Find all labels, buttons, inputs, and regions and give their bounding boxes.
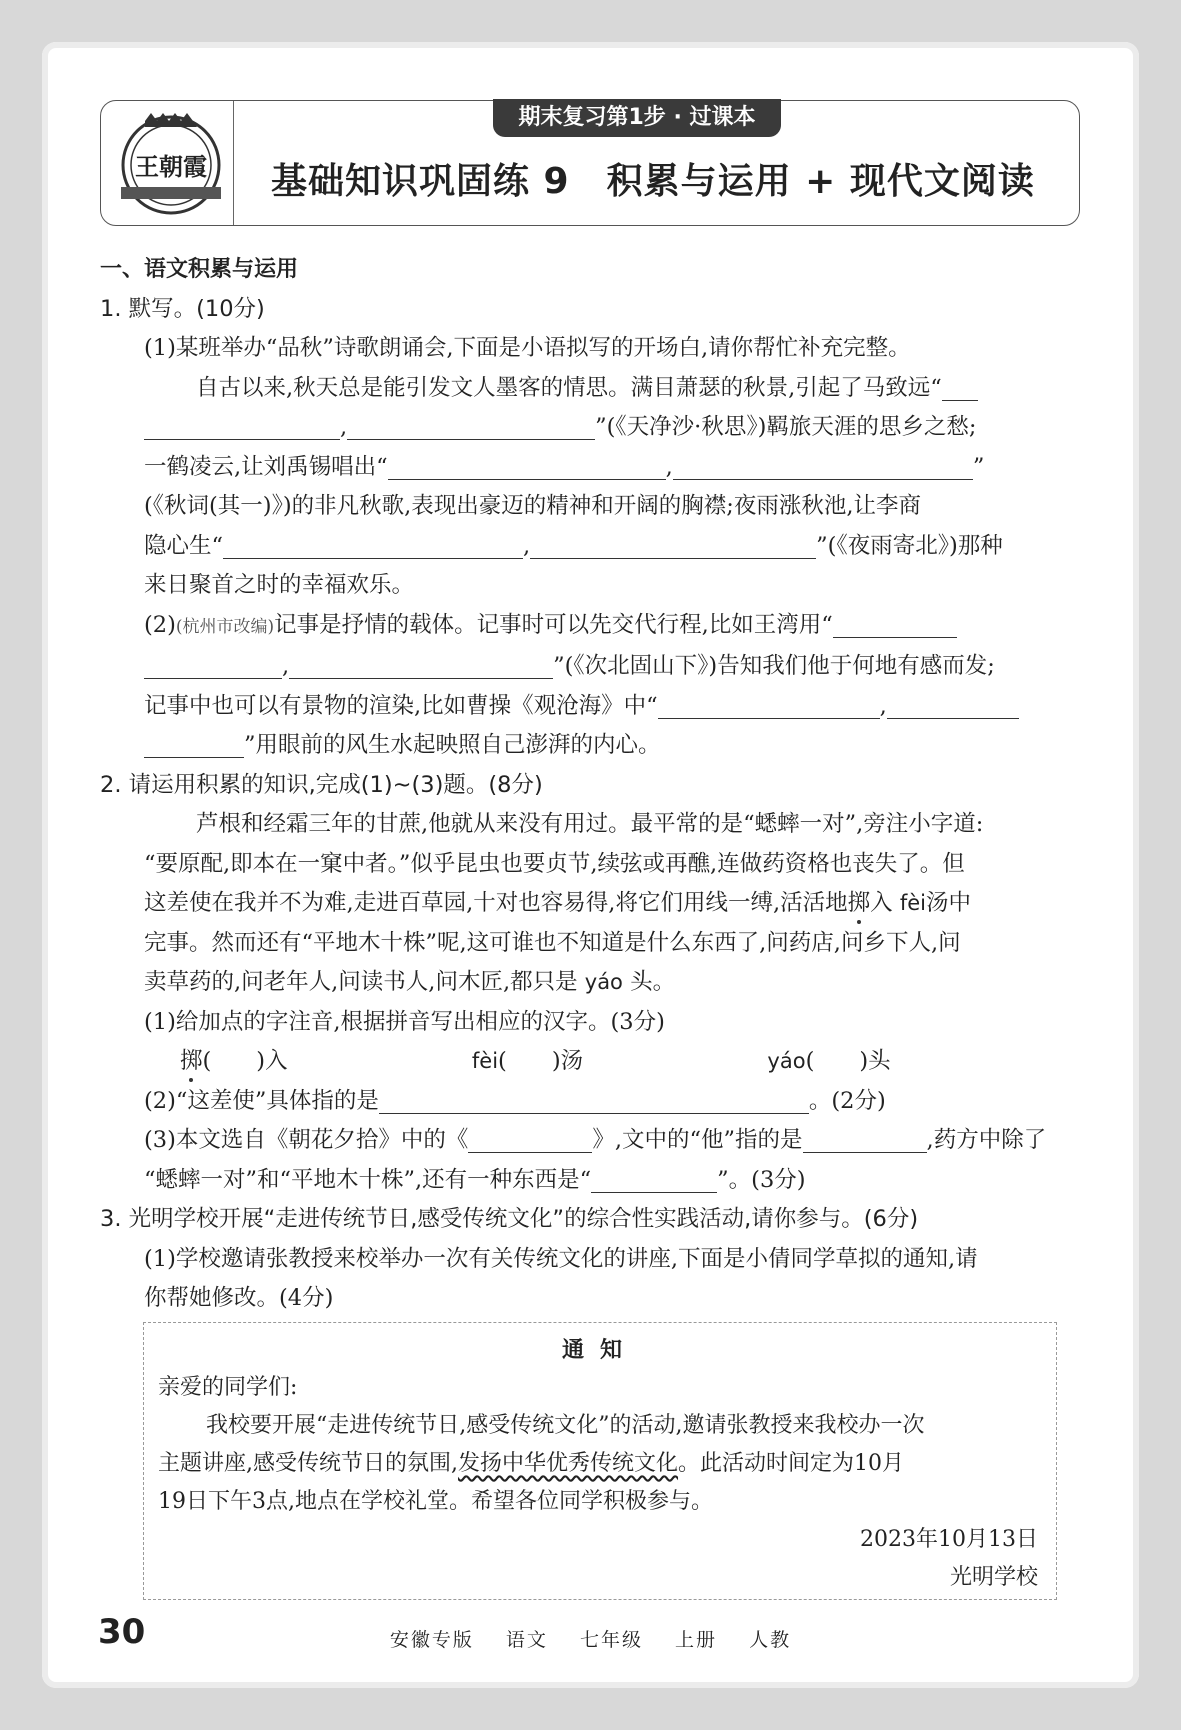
pinyin: fèi	[899, 891, 926, 915]
wavy-underlined-text: 发扬中华优秀传统文化	[458, 1451, 679, 1476]
answer-blank[interactable]	[530, 532, 816, 559]
passage-line	[100, 884, 1080, 924]
footer	[0, 1625, 1181, 1652]
text: ,	[879, 692, 887, 719]
text: ,药方中除了	[926, 1127, 1047, 1153]
text: 汤中	[925, 890, 971, 916]
q1-line	[100, 647, 1080, 687]
q1-line	[100, 448, 1080, 488]
answer-blank[interactable]	[591, 1166, 717, 1193]
q1-line: (《秋词(其一)》)的非凡秋歌,表现出豪迈的精神和开阔的胸襟;夜雨涨秋池,让李商	[144, 493, 921, 519]
text: ”(《次北固山下》)告知我们他于何地有感而发;	[553, 653, 995, 679]
text: “蟋蟀一对”和“平地木十株”,还有一种东西是“	[144, 1166, 592, 1193]
text: 隐心生“	[144, 532, 224, 559]
q3-sub1: 你帮她修改。(4分)	[144, 1285, 334, 1311]
q1-line	[100, 527, 1080, 567]
passage-line: 芦根和经霜三年的甘蔗,他就从来没有用过。最平常的是“蟋蟀一对”,旁注小字道:	[196, 811, 984, 837]
q1-part1: (1)某班举办“品秋”诗歌朗诵会,下面是小语拟写的开场白,请你帮忙补充完整。	[144, 335, 911, 361]
notice-body: 19日下午3点,地点在学校礼堂。希望各位同学积极参与。	[158, 1489, 713, 1514]
pinyin: yáo	[767, 1049, 806, 1073]
text: 卖草药的,问老年人,问读书人,问木匠,都只是	[144, 969, 578, 995]
text: 记事是抒情的载体。记事时可以先交代行程,比如王湾用“	[274, 611, 833, 638]
text: 主题讲座,感受传统节日的氛围,	[158, 1451, 458, 1476]
dotted-char: 掷	[180, 1048, 203, 1074]
text: (2)“这差使”具体指的是	[144, 1087, 379, 1114]
text: 。(2分)	[808, 1087, 886, 1114]
answer-blank[interactable]	[289, 652, 553, 679]
footer-item: 七年级	[579, 1629, 643, 1651]
notice-title: 通知	[561, 1337, 638, 1363]
text: ,	[282, 653, 290, 679]
main-content	[100, 250, 1080, 1319]
q1-part2	[100, 606, 1080, 648]
text: 一鹤凌云,让刘禹锡唱出“	[144, 453, 388, 480]
notice-box	[143, 1322, 1057, 1600]
answer-blank[interactable]	[658, 692, 880, 719]
text: ”。(3分)	[717, 1166, 806, 1193]
answer-blank[interactable]	[144, 413, 340, 440]
question-3-title: 3. 光明学校开展“走进传统节日,感受传统文化”的综合性实践活动,请你参与。(6分)	[100, 1206, 919, 1232]
footer-item: 人教	[749, 1629, 792, 1651]
text: ”(《夜雨寄北》)那种	[816, 532, 1003, 559]
text: (2)	[144, 611, 176, 638]
footer-item: 上册	[675, 1629, 718, 1651]
header-divider	[233, 101, 234, 225]
footer-item: 安徽专版	[389, 1629, 474, 1651]
section-heading: 一、语文积累与运用	[100, 257, 299, 282]
text: ”(《天净沙·秋思》)羁旅天涯的思乡之愁;	[595, 414, 977, 440]
pinyin: yáo	[584, 970, 623, 994]
page-title: 基础知识巩固练 9 积累与运用 + 现代文阅读	[271, 161, 1035, 202]
q2-sub3	[100, 1161, 1080, 1201]
text: 记事中也可以有景物的渲染,比如曹操《观沧海》中“	[144, 692, 658, 719]
answer-blank[interactable]	[942, 374, 978, 401]
logo-seal-icon	[115, 107, 227, 219]
text: ,	[523, 532, 531, 559]
passage-line: 完事。然而还有“平地木十株”呢,这可谁也不知道是什么东西了,问药店,问乡下人,问	[144, 929, 961, 956]
notice-body	[144, 1445, 1056, 1483]
text: ,	[340, 414, 348, 440]
answer-slot[interactable]: ( )汤	[498, 1048, 584, 1074]
footer-item: 语文	[505, 1629, 548, 1651]
answer-blank[interactable]	[803, 1126, 927, 1153]
q1-line	[100, 687, 1080, 727]
answer-blank[interactable]	[468, 1126, 592, 1153]
q3-sub1: (1)学校邀请张教授来校举办一次有关传统文化的讲座,下面是小倩同学草拟的通知,请	[144, 1245, 978, 1272]
q1-line	[100, 369, 1080, 409]
page-number: 30	[98, 1612, 146, 1652]
logo-text: 王朝霞	[135, 152, 207, 181]
text: ”	[972, 453, 985, 480]
answer-blank[interactable]	[347, 413, 595, 440]
notice-date: 2023年10月13日	[860, 1527, 1038, 1552]
q2-sub1: (1)给加点的字注音,根据拼音写出相应的汉字。(3分)	[144, 1008, 665, 1035]
text: 这差使在我并不为难,走进百草园,十对也容易得,将它们用线一缚,活活地	[144, 890, 848, 916]
question-2-title: 2. 请运用积累的知识,完成(1)~(3)题。(8分)	[100, 771, 543, 798]
q2-sub2	[100, 1082, 1080, 1122]
answer-blank[interactable]	[223, 532, 523, 559]
answer-blank[interactable]	[144, 731, 244, 758]
text: 自古以来,秋天总是能引发文人墨客的情思。满目萧瑟的秋景,引起了马致远“	[196, 374, 942, 401]
q2-sub3	[100, 1121, 1080, 1161]
q1-line	[100, 408, 1080, 448]
dotted-char: 掷	[847, 890, 871, 916]
header-tag: 期末复习第1步 · 过课本	[493, 99, 781, 137]
text: 。此活动时间定为10月	[678, 1451, 905, 1476]
text: ,	[665, 453, 673, 480]
answer-blank[interactable]	[379, 1087, 809, 1114]
q1-line: 来日聚首之时的幸福欢乐。	[144, 572, 415, 598]
text: 入	[870, 890, 893, 916]
answer-slot[interactable]: ( )入	[202, 1048, 288, 1074]
answer-blank[interactable]	[388, 453, 666, 480]
q2-sub1-items	[100, 1042, 1080, 1082]
notice-signer: 光明学校	[949, 1565, 1038, 1590]
text: (3)本文选自《朝花夕拾》中的《	[144, 1127, 469, 1153]
passage-line	[100, 963, 1080, 1003]
text: 头。	[630, 969, 676, 995]
header-box	[100, 100, 1080, 226]
text: ”用眼前的风生水起映照自己澎湃的内心。	[244, 732, 661, 758]
pinyin: fèi	[471, 1049, 499, 1073]
notice-greeting: 亲爱的同学们:	[158, 1375, 298, 1400]
answer-blank[interactable]	[144, 652, 282, 679]
answer-blank[interactable]	[833, 611, 957, 638]
text: 》,文中的“他”指的是	[592, 1127, 803, 1153]
q1-line	[100, 726, 1080, 766]
answer-slot[interactable]: ( )头	[805, 1048, 891, 1074]
answer-blank[interactable]	[887, 692, 1019, 719]
notice-body: 我校要开展“走进传统节日,感受传统文化”的活动,邀请张教授来我校办一次	[206, 1413, 925, 1438]
answer-blank[interactable]	[673, 453, 973, 480]
passage-line: “要原配,即本在一窠中者。”似乎昆虫也要贞节,续弦或再醮,连做药资格也丧失了。但	[144, 850, 965, 877]
source-note: (杭州市改编)	[175, 616, 275, 637]
question-1-title: 1. 默写。(10分)	[100, 295, 265, 322]
